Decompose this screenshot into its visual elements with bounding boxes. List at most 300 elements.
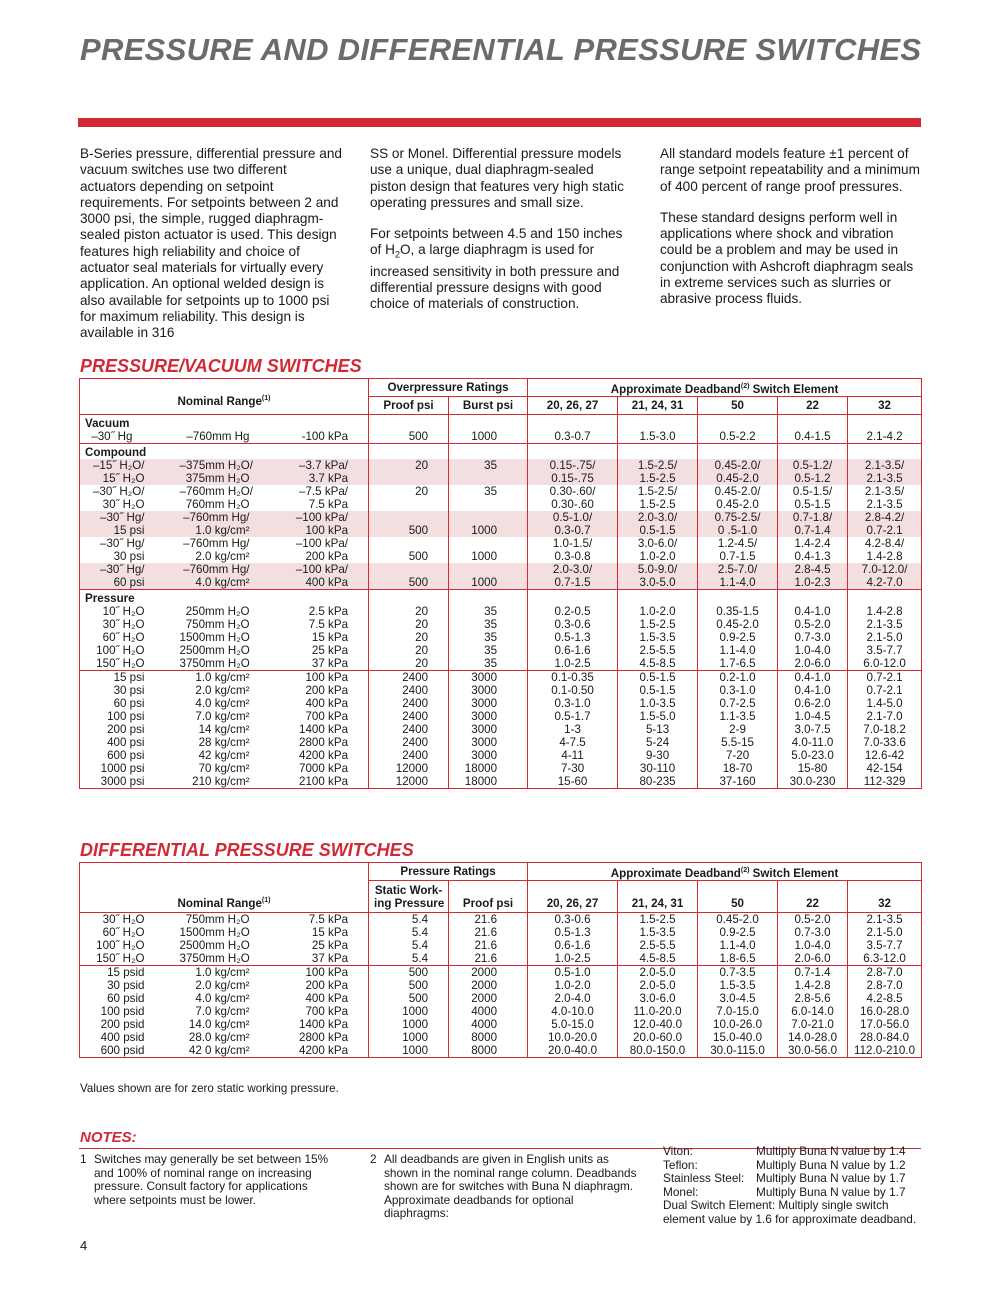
table-cell: 7-20 xyxy=(698,749,778,762)
table-cell: 4.5-8.5 xyxy=(618,657,698,671)
table-row xyxy=(80,498,922,511)
note-number: 2 xyxy=(370,1152,377,1166)
table-cell: 2.0-6.0 xyxy=(778,952,848,966)
table-cell: 4200 kPa xyxy=(299,1044,349,1057)
table-cell: 15-60 xyxy=(528,775,618,789)
intro-paragraph: SS or Monel. Differential pressure models use a unique, dual diaphragm-sealed piston design that features very high static operating pressures and small size. xyxy=(370,146,624,210)
table-cell: 5.0-9.0/ xyxy=(618,563,698,576)
table-cell: 35 xyxy=(449,618,528,631)
table-cell: 2.0 kg/cm² xyxy=(195,684,250,697)
table-cell: 0.5-1.5 xyxy=(618,684,698,697)
table-cell: 1.0-2.0 xyxy=(618,550,698,563)
table-cell: 8000 xyxy=(449,1031,528,1044)
group-label-row xyxy=(80,415,922,431)
table-cell: 1.0-4.5 xyxy=(778,710,848,723)
table-cell: 760mm H₂O xyxy=(185,498,250,511)
multiplier-row: Teflon: Multiply Buna N value by 1.2 xyxy=(663,1157,906,1172)
table-cell: 0.7-2.5 xyxy=(698,697,778,710)
table-cell: 60 psi xyxy=(113,697,145,710)
table-cell: 2.0-6.0 xyxy=(778,657,848,671)
deadband-header: Approximate Deadband$^{(2)}$ Switch Element xyxy=(528,379,922,397)
element-col-header: 32 xyxy=(848,397,922,415)
table-row xyxy=(80,952,922,966)
table-cell: 1.0-2.0 xyxy=(528,979,618,992)
table-cell: 1.0-4.0 xyxy=(778,939,848,952)
table-cell: 2.1-3.5 xyxy=(848,913,922,927)
table-cell: 500 xyxy=(369,550,449,563)
overpressure-header: Overpressure Ratings xyxy=(369,379,528,397)
table-cell: 1.1-4.0 xyxy=(698,644,778,657)
table-cell: 6.0-14.0 xyxy=(778,1005,848,1018)
table-row xyxy=(80,710,922,723)
table-cell: 0.5-1.7 xyxy=(528,710,618,723)
table-cell: –30˝ Hg/ xyxy=(100,537,145,550)
table-cell: 0.5-2.0 xyxy=(778,618,848,631)
table-cell: 150˝ H₂O xyxy=(96,952,145,965)
table-cell: 1.0 kg/cm² xyxy=(175,966,272,980)
table-cell: 60˝ H₂O xyxy=(102,631,145,644)
note-1 xyxy=(80,1153,338,1207)
table-cell: 1.5-3.5 xyxy=(618,926,698,939)
table-cell: 15.0-40.0 xyxy=(698,1031,778,1044)
table-cell: –760mm Hg/ xyxy=(175,563,272,576)
table-cell: 35 xyxy=(449,459,528,472)
proof-psi-header: Proof psi xyxy=(369,397,449,415)
table-cell: 7.0-12.0/ xyxy=(848,563,922,576)
table-cell: 80.0-150.0 xyxy=(618,1044,698,1058)
intro-paragraph: These standard designs perform well in applications where shock and vibration could be a problem and may be used in conjunction with Ashcroft diaphragm seals in extreme services such as slurries or abrasive process fluids. xyxy=(660,209,914,307)
table-cell: 8000 xyxy=(449,1044,528,1058)
table-cell: 0.7-3.5 xyxy=(698,966,778,980)
table-cell: 0.6-1.6 xyxy=(528,939,618,952)
table-cell: 1.4-2.8 xyxy=(778,979,848,992)
table-row xyxy=(80,1044,922,1058)
table-cell: 0.3-0.8 xyxy=(528,550,618,563)
table-cell: 0.7-3.0 xyxy=(778,926,848,939)
table-cell: 28 kg/cm² xyxy=(198,736,250,749)
table-cell: 0.7-2.1 xyxy=(848,684,922,697)
table-cell: 3750mm H₂O xyxy=(179,952,250,965)
nominal-range-header: Nominal Range$^{(1)}$ xyxy=(177,394,271,408)
table-cell: –3.7 kPa/ xyxy=(272,459,369,472)
table-cell: 1.5-2.5 xyxy=(618,498,698,511)
table-cell: 500 xyxy=(369,524,449,537)
table-cell: 4.0 kg/cm² xyxy=(175,576,272,590)
table-cell: 5.5-15 xyxy=(698,736,778,749)
table-row xyxy=(80,537,922,550)
table-cell: 0.35-1.5 xyxy=(698,605,778,618)
page-number: 4 xyxy=(80,1238,88,1253)
table-cell: 0.5-1.3 xyxy=(528,631,618,644)
pressure-ratings-header: Pressure Ratings xyxy=(369,863,528,881)
table-cell: 20.0-40.0 xyxy=(528,1044,618,1058)
table-cell: –100 kPa/ xyxy=(272,563,369,576)
table-cell: 0.3-1.0 xyxy=(528,697,618,710)
notes-heading: NOTES: xyxy=(80,1129,137,1146)
table-cell: 0.5-1.5/ xyxy=(778,485,848,498)
differential-footnote: Values shown are for zero static working pressure. xyxy=(80,1082,339,1095)
table-cell: 0.5-1.2 xyxy=(778,472,848,485)
proof-psi-header: Proof psi xyxy=(449,881,528,913)
table-cell: 42-154 xyxy=(848,762,922,775)
table-cell: 0.7-1.4 xyxy=(778,966,848,980)
element-col-header: 22 xyxy=(778,397,848,415)
table-cell: 30.0-56.0 xyxy=(778,1044,848,1058)
table-cell: 35 xyxy=(449,485,528,498)
burst-psi-header: Burst psi xyxy=(449,397,528,415)
element-col-header: 22 xyxy=(778,881,848,913)
table-cell: 400 kPa xyxy=(305,992,349,1005)
table-cell xyxy=(449,511,528,524)
table-cell: 3.0-7.5 xyxy=(778,723,848,736)
table-cell: 16.0-28.0 xyxy=(848,1005,922,1018)
table-row xyxy=(80,736,922,749)
table-cell: 1000 xyxy=(449,430,528,444)
table-cell: 4.2-8.4/ xyxy=(848,537,922,550)
table-cell: 400 kPa xyxy=(305,697,349,710)
table-cell: 500 xyxy=(369,992,449,1005)
table-cell: 0.3-0.7 xyxy=(528,430,618,444)
table-cell: 2.8-7.0 xyxy=(848,979,922,992)
element-col-header: 21, 24, 31 xyxy=(618,397,698,415)
static-working-pressure-header: Static Work- ing Pressure xyxy=(369,881,449,913)
table-cell: 25 kPa xyxy=(311,644,349,657)
pressure-vacuum-heading: PRESSURE/VACUUM SWITCHES xyxy=(80,356,362,376)
table-cell: 0.45-2.0 xyxy=(698,618,778,631)
table-cell: 0.3-0.6 xyxy=(528,618,618,631)
table-cell: 400 psid xyxy=(100,1031,145,1044)
table-cell: 60 psid xyxy=(107,992,145,1005)
table-cell: 3000 psi xyxy=(100,775,145,788)
intro-column-3 xyxy=(660,146,922,323)
note-text: Switches may generally be set between 15% and 100% of nominal range on increasing pressure. Consult factory for applications where setpoints must be lower. xyxy=(94,1152,329,1207)
multiplier-row: Viton: Multiply Buna N value by 1.4 xyxy=(663,1144,906,1158)
table-cell: 0.75-2.5/ xyxy=(698,511,778,524)
table-cell: 7.0-15.0 xyxy=(698,1005,778,1018)
deadband-header: Approximate Deadband$^{(2)}$ Switch Element xyxy=(528,863,922,881)
table-cell: 5.4 xyxy=(369,926,449,939)
table-cell: 7-30 xyxy=(528,762,618,775)
table-cell: 0.2-1.0 xyxy=(698,671,778,685)
table-cell: 0.5-2.2 xyxy=(698,430,778,444)
table-row xyxy=(80,926,922,939)
table-cell: 100˝ H₂O xyxy=(96,939,145,952)
table-cell: 375mm H₂O xyxy=(175,472,272,485)
table-row xyxy=(80,775,922,789)
table-cell: 1500mm H₂O xyxy=(179,631,250,644)
table-cell: 2.1-3.5/ xyxy=(848,459,922,472)
table-cell: 30.0-115.0 xyxy=(698,1044,778,1058)
table-cell: 20 xyxy=(369,657,449,671)
table-cell: 7.0-18.2 xyxy=(848,723,922,736)
table-cell: 2.1-5.0 xyxy=(848,926,922,939)
table-row xyxy=(80,939,922,952)
table-row xyxy=(80,979,922,992)
table-cell: 2400 xyxy=(369,697,449,710)
table-cell: 30 psi xyxy=(113,684,145,697)
table-cell: 100 psid xyxy=(100,1005,145,1018)
table-cell: 9-30 xyxy=(618,749,698,762)
note-number: 1 xyxy=(80,1152,87,1166)
table-cell: 1.5-2.5/ xyxy=(618,459,698,472)
table-cell: 0.5-1.5 xyxy=(618,524,698,537)
table-cell: 4.5-8.5 xyxy=(618,952,698,966)
table-cell: 3000 xyxy=(449,723,528,736)
table-row xyxy=(80,966,922,980)
table-cell: 0.7-2.1 xyxy=(848,671,922,685)
table-cell: 1.0-2.3 xyxy=(778,576,848,590)
table-cell: 15 psid xyxy=(80,966,175,980)
table-cell: 37 kPa xyxy=(311,952,349,965)
title-divider xyxy=(78,118,921,127)
table-cell: 0.15-.75 xyxy=(528,472,618,485)
table-cell: 0.4-1.0 xyxy=(778,684,848,697)
table-row xyxy=(80,550,922,563)
table-cell: 112.0-210.0 xyxy=(848,1044,922,1058)
table-cell: 0.6-1.6 xyxy=(528,644,618,657)
table-cell: 20 xyxy=(369,618,449,631)
table-cell: 15 kPa xyxy=(311,926,349,939)
table-cell: 1.5-3.5 xyxy=(698,979,778,992)
table-cell xyxy=(369,563,449,576)
table-cell: 2.1-3.5/ xyxy=(848,485,922,498)
table-cell: 0.7-1.8/ xyxy=(778,511,848,524)
table-cell: 37-160 xyxy=(698,775,778,789)
table-cell: 4200 kPa xyxy=(299,749,349,762)
table-row xyxy=(80,605,922,618)
table-cell: 0.3-0.7 xyxy=(528,524,618,537)
table-cell: –760mm Hg/ xyxy=(183,537,250,550)
table-cell: 2.1-3.5 xyxy=(848,472,922,485)
table-row xyxy=(80,657,922,671)
table-cell: 20 xyxy=(369,605,449,618)
table-cell: 1-3 xyxy=(528,723,618,736)
table-cell: 12.0-40.0 xyxy=(618,1018,698,1031)
table-cell: 28.0-84.0 xyxy=(848,1031,922,1044)
table-cell: 5.4 xyxy=(369,913,449,927)
table-cell: 1000 xyxy=(369,1005,449,1018)
table-cell: 0.9-2.5 xyxy=(698,926,778,939)
table-cell: 80-235 xyxy=(618,775,698,789)
table-cell: 150˝ H₂O xyxy=(96,657,145,670)
table-cell: 400 psi xyxy=(107,736,145,749)
table-cell: 4-7.5 xyxy=(528,736,618,749)
table-cell xyxy=(369,511,449,524)
table-cell: 7.5 kPa xyxy=(308,498,349,511)
table-cell: 0.5-1.2/ xyxy=(778,459,848,472)
table-cell: 3750mm H₂O xyxy=(179,657,250,670)
table-cell: 1500mm H₂O xyxy=(179,926,250,939)
table-cell: 1000 xyxy=(449,576,528,590)
table-cell: 0.3-1.0 xyxy=(698,684,778,697)
table-cell: 200 kPa xyxy=(305,550,349,563)
table-cell: 3.0-6.0 xyxy=(618,992,698,1005)
table-cell: 112-329 xyxy=(848,775,922,789)
table-cell: 5-24 xyxy=(618,736,698,749)
table-row xyxy=(80,762,922,775)
table-cell: 1000 psi xyxy=(100,762,145,775)
table-cell: 4.0-11.0 xyxy=(778,736,848,749)
group-label-row xyxy=(80,590,922,606)
table-cell: 70 kg/cm² xyxy=(198,762,250,775)
table-cell: 15˝ H₂O xyxy=(80,472,175,485)
table-cell: 2.1-4.2 xyxy=(848,430,922,444)
table-cell: 14.0 kg/cm² xyxy=(188,1018,250,1031)
group-label: Vacuum xyxy=(85,417,130,430)
table-cell: 2.1-3.5 xyxy=(848,498,922,511)
table-cell: 7.0-33.6 xyxy=(848,736,922,749)
table-cell: 750mm H₂O xyxy=(185,618,250,631)
element-col-header: 32 xyxy=(848,881,922,913)
table-cell: 1.5-2.5 xyxy=(618,472,698,485)
table-cell: 4.2-7.0 xyxy=(848,576,922,590)
intro-paragraph: For setpoints between 4.5 and 150 inches of $H_2O$, a large diaphragm is used for increased sensitivity in both pressure and differential pressure designs with good choice of materials of construction. xyxy=(370,226,623,312)
differential-heading: DIFFERENTIAL PRESSURE SWITCHES xyxy=(80,840,414,860)
table-cell: 100 kPa xyxy=(272,966,369,980)
table-cell: 7.0 kg/cm² xyxy=(195,1005,250,1018)
table-cell: 3000 xyxy=(449,697,528,710)
table-cell: 2.1-7.0 xyxy=(848,710,922,723)
table-cell: 0.45-2.0/ xyxy=(698,459,778,472)
table-cell: 750mm H₂O xyxy=(185,913,250,926)
table-row xyxy=(80,576,922,590)
table-cell: 10˝ H₂O xyxy=(102,605,145,618)
table-cell: 3000 xyxy=(449,736,528,749)
table-cell: 0.5-1.5 xyxy=(618,671,698,685)
table-cell: 1.8-6.5 xyxy=(698,952,778,966)
pressure-vacuum-table xyxy=(79,378,922,789)
table-cell: 21.6 xyxy=(449,952,528,966)
table-cell: 2.0-3.0/ xyxy=(618,511,698,524)
table-cell: 2400 xyxy=(369,684,449,697)
table-cell: 3.0-4.5 xyxy=(698,992,778,1005)
table-cell: 12000 xyxy=(369,775,449,789)
table-cell: 100 kPa xyxy=(272,524,369,537)
table-cell: 0.7-1.5 xyxy=(698,550,778,563)
table-cell: 4.0-10.0 xyxy=(528,1005,618,1018)
table-cell: 4.2-8.5 xyxy=(848,992,922,1005)
table-cell: 2500mm H₂O xyxy=(179,939,250,952)
table-cell: –100 kPa/ xyxy=(295,537,349,550)
table-cell: 1.4-5.0 xyxy=(848,697,922,710)
note-text: All deadbands are given in English units as shown in the nominal range column. Deadbands shown are for switches with Buna N diaphragm. Approximate deadbands for optional diaphragms: xyxy=(384,1152,637,1220)
table-cell: 500 xyxy=(369,966,449,980)
table-row xyxy=(80,472,922,485)
table-cell: 2400 xyxy=(369,671,449,685)
multiplier-row: Stainless Steel: Multiply Buna N value by 1.7 xyxy=(663,1171,906,1185)
table-row xyxy=(80,511,922,524)
table-cell: –760mm H₂O/ xyxy=(179,485,253,498)
table-cell: 0 .5-1.0 xyxy=(698,524,778,537)
table-cell: 1.0 kg/cm² xyxy=(175,524,272,537)
table-cell: 0.7-1.5 xyxy=(528,576,618,590)
table-cell: 500 xyxy=(369,576,449,590)
table-cell: 30˝ H₂O xyxy=(102,618,145,631)
table-cell: 20 xyxy=(369,459,449,472)
table-cell: 0.15-.75/ xyxy=(528,459,618,472)
element-col-header: 21, 24, 31 xyxy=(618,881,698,913)
table-cell: 200 psid xyxy=(100,1018,145,1031)
table-cell: 1.0-2.0 xyxy=(618,605,698,618)
table-cell: 30.0-230 xyxy=(778,775,848,789)
table-cell xyxy=(449,472,528,485)
table-cell: 12000 xyxy=(369,762,449,775)
table-cell: 10.0-20.0 xyxy=(528,1031,618,1044)
table-cell: 0.5-2.0 xyxy=(778,913,848,927)
table-cell: 0.9-2.5 xyxy=(698,631,778,644)
group-label-row xyxy=(80,444,922,460)
table-cell: 0.4-1.0 xyxy=(778,671,848,685)
table-cell: 10.0-26.0 xyxy=(698,1018,778,1031)
table-cell: 2.8-4.2/ xyxy=(848,511,922,524)
table-cell: 4-11 xyxy=(528,749,618,762)
table-cell: 7.0 kg/cm² xyxy=(195,710,250,723)
table-cell: 15 kPa xyxy=(311,631,349,644)
table-cell: 2.5-7.0/ xyxy=(698,563,778,576)
table-row xyxy=(80,697,922,710)
table-cell: 60 psi xyxy=(80,576,175,590)
table-cell: 3000 xyxy=(449,710,528,723)
table-cell: 1.0-1.5/ xyxy=(528,537,618,550)
table-cell: 4000 xyxy=(449,1018,528,1031)
table-row xyxy=(80,459,922,472)
table-cell: 21.6 xyxy=(449,939,528,952)
table-cell: 0.4-1.5 xyxy=(778,430,848,444)
table-row xyxy=(80,644,922,657)
table-cell: 2100 kPa xyxy=(299,775,349,788)
table-cell: 1.2-4.5/ xyxy=(698,537,778,550)
table-cell: 2.8-7.0 xyxy=(848,966,922,980)
table-cell: -100 kPa xyxy=(301,430,349,443)
table-cell: 21.6 xyxy=(449,926,528,939)
table-cell: 1000 xyxy=(369,1044,449,1058)
table-cell: 4000 xyxy=(449,1005,528,1018)
nominal-range-header: Nominal Range$^{(1)}$ xyxy=(177,897,271,910)
table-cell: 20 xyxy=(369,631,449,644)
table-cell: 600 psid xyxy=(100,1044,145,1057)
table-cell: 2.8-4.5 xyxy=(778,563,848,576)
table-cell: 5.4 xyxy=(369,939,449,952)
table-cell: 2400 xyxy=(369,710,449,723)
table-cell: 0.4-1.0 xyxy=(778,605,848,618)
table-cell: 35 xyxy=(449,605,528,618)
table-cell: 0.2-0.5 xyxy=(528,605,618,618)
table-cell: 18000 xyxy=(449,775,528,789)
table-cell: 400 kPa xyxy=(272,576,369,590)
table-cell: 100˝ H₂O xyxy=(96,644,145,657)
table-cell: 200 kPa xyxy=(305,684,349,697)
table-cell: 14.0-28.0 xyxy=(778,1031,848,1044)
table-cell: 25 kPa xyxy=(311,939,349,952)
table-cell xyxy=(449,537,528,550)
table-cell: 60˝ H₂O xyxy=(102,926,145,939)
table-cell: 5.0-23.0 xyxy=(778,749,848,762)
table-cell: 1.7-6.5 xyxy=(698,657,778,671)
table-cell: 2.0 kg/cm² xyxy=(195,979,250,992)
table-cell: 1.1-4.0 xyxy=(698,576,778,590)
table-cell: 6.0-12.0 xyxy=(848,657,922,671)
table-cell: –760mm Hg/ xyxy=(175,511,272,524)
table-row xyxy=(80,913,922,927)
table-cell: 7.5 kPa xyxy=(308,913,349,926)
table-cell: 42 kg/cm² xyxy=(198,749,250,762)
table-cell: 0.5-1.3 xyxy=(528,926,618,939)
element-col-header: 20, 26, 27 xyxy=(528,397,618,415)
table-row xyxy=(80,749,922,762)
table-cell: 200 psi xyxy=(107,723,145,736)
table-cell: 100 psi xyxy=(107,710,145,723)
table-cell: 1.5-3.0 xyxy=(618,430,698,444)
